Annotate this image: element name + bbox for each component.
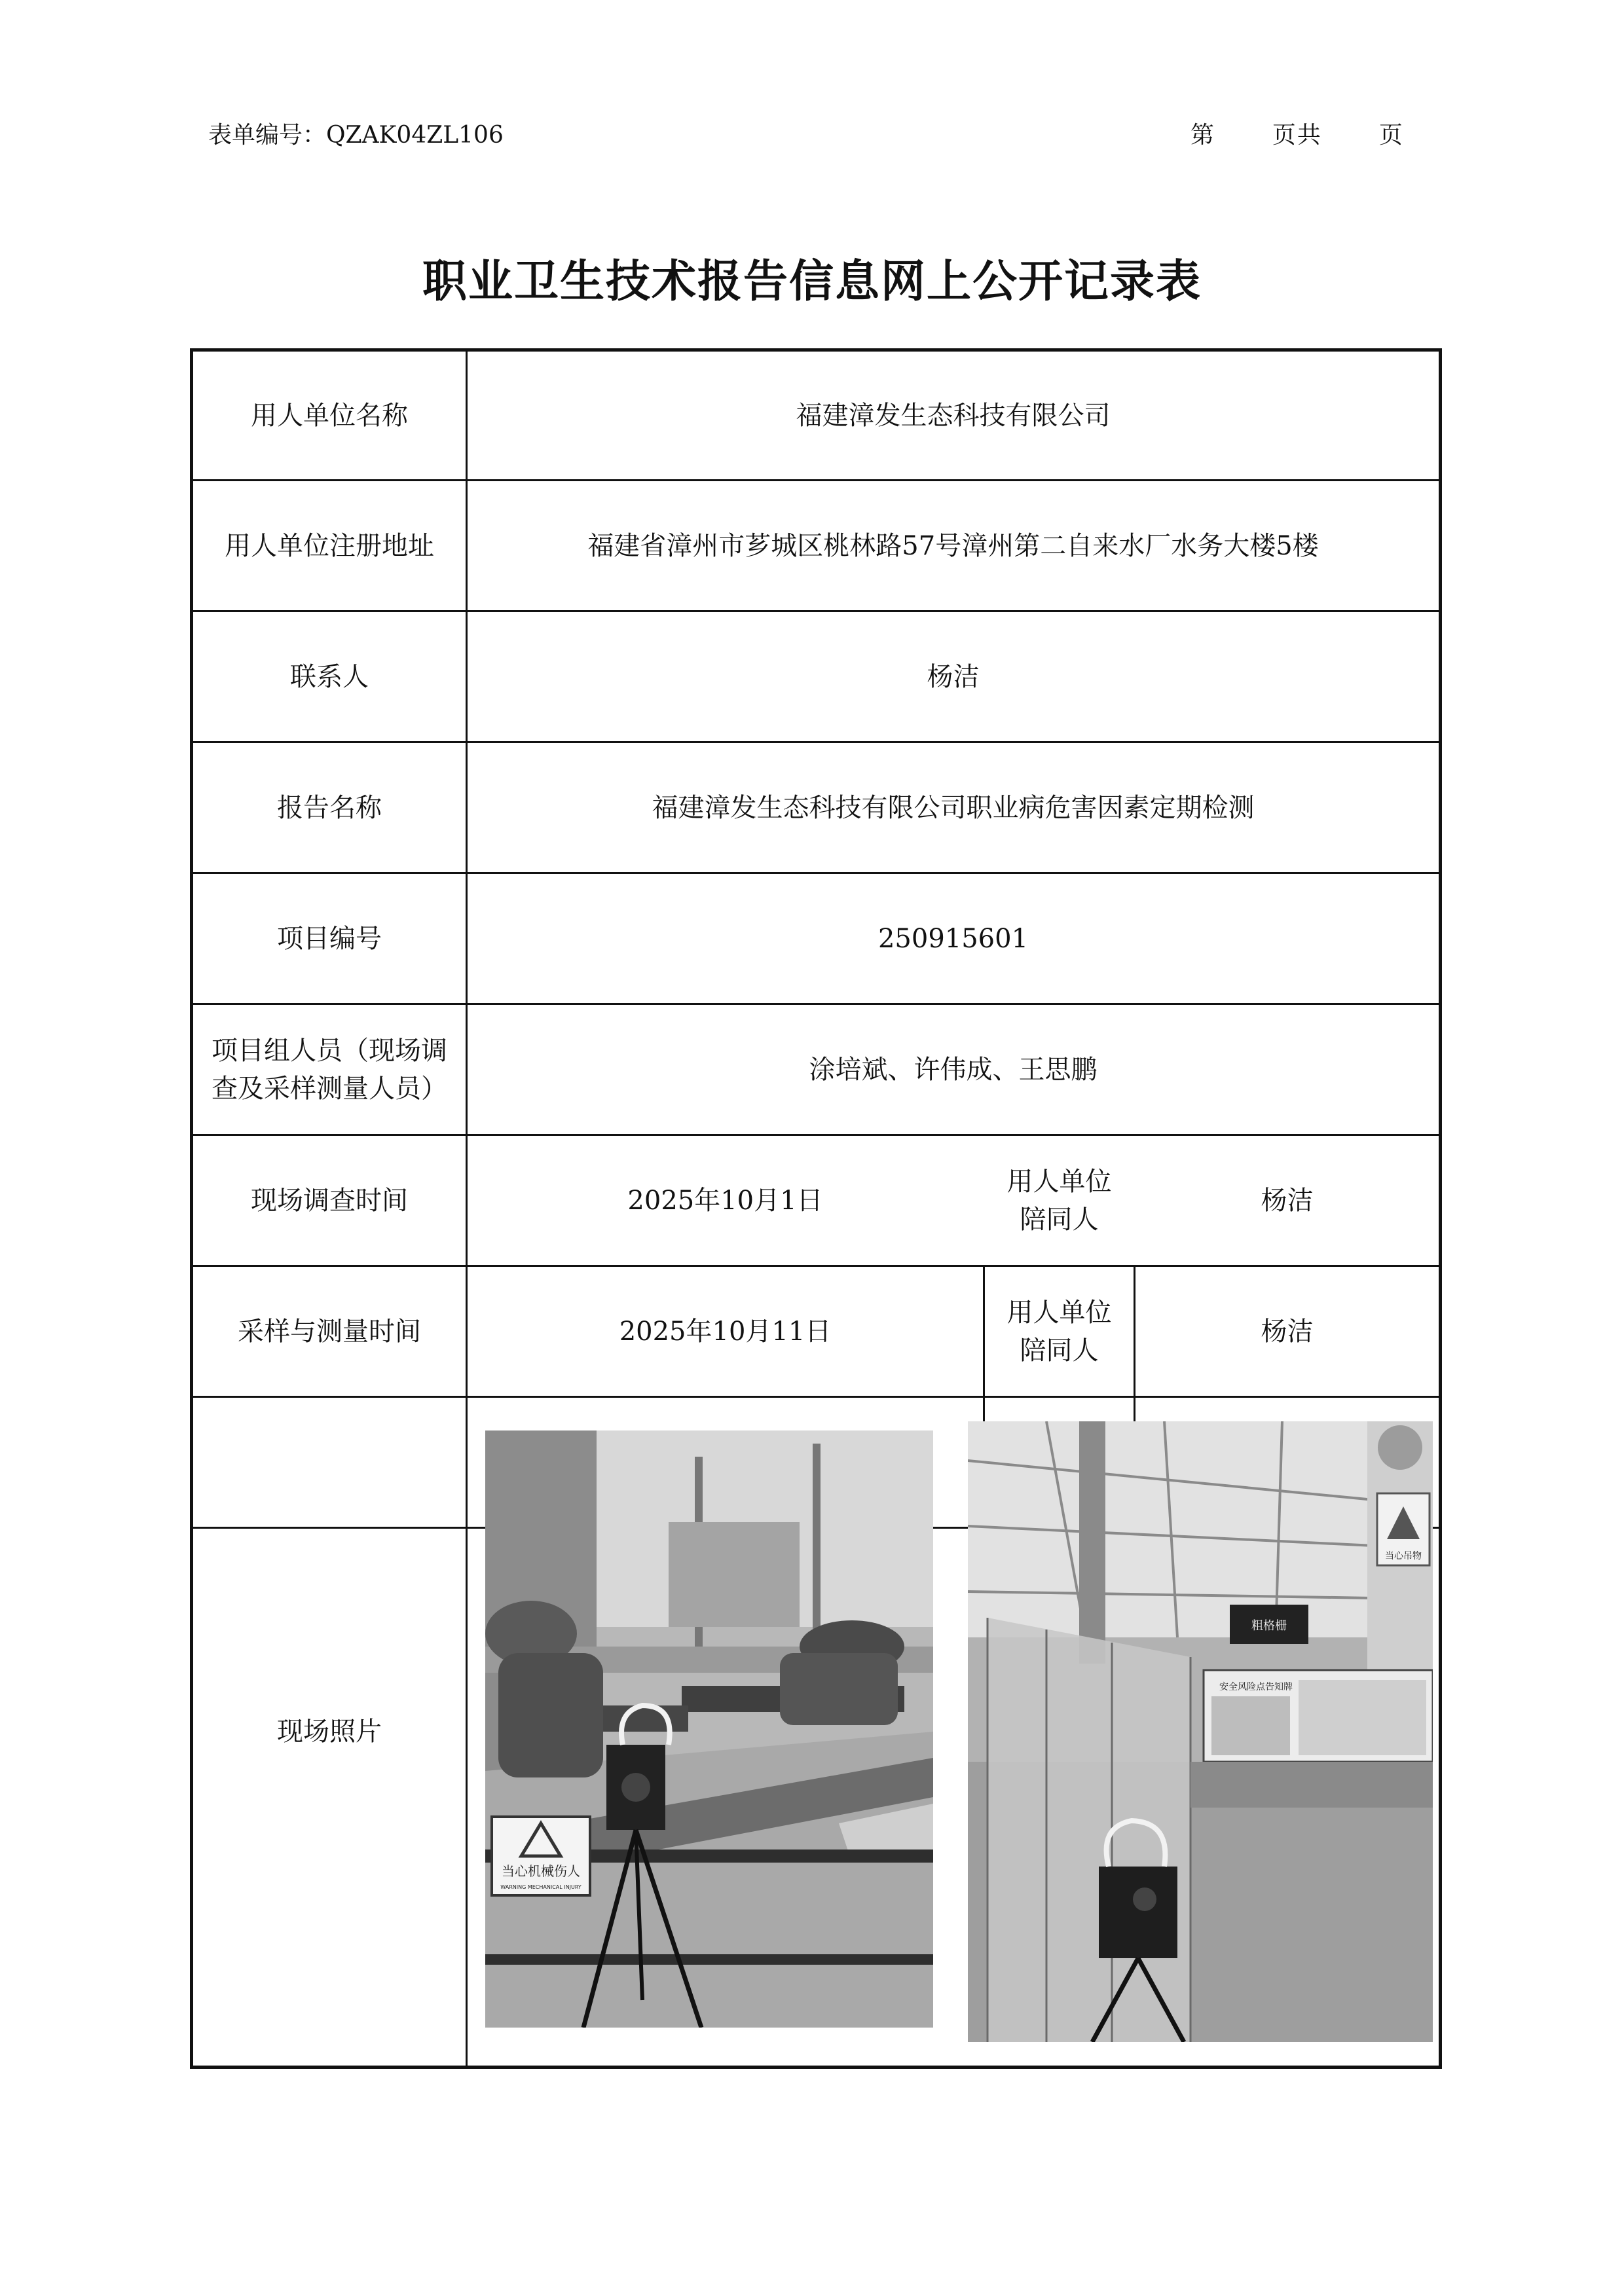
value-contact-person: 杨洁 bbox=[927, 661, 980, 692]
label-project-team-line2: 查及采样测量人员） bbox=[212, 1073, 447, 1104]
label-project-team-line1: 项目组人员（现场调 bbox=[212, 1035, 447, 1066]
photo1-warning-sign: 当心机械伤人 bbox=[502, 1863, 580, 1879]
value-registered-address: 福建省漳州市芗城区桃林路57号漳州第二自来水厂水务大楼5楼 bbox=[587, 530, 1319, 561]
label-registered-address: 用人单位注册地址 bbox=[225, 530, 434, 561]
label-site-photos: 现场照片 bbox=[277, 1717, 382, 1747]
page-indicator bbox=[1190, 117, 1404, 150]
value-survey-companion: 杨洁 bbox=[1261, 1185, 1314, 1216]
photo2-risk-board: 安全风险点告知牌 bbox=[1219, 1682, 1293, 1692]
label-sampling-companion bbox=[985, 1267, 1134, 1396]
photo1-warning-sign-sub: WARNING MECHANICAL INJURY bbox=[500, 1884, 581, 1890]
label-report-name: 报告名称 bbox=[277, 792, 382, 823]
label-survey-companion bbox=[985, 1136, 1134, 1265]
label-sampling-time: 采样与测量时间 bbox=[238, 1316, 421, 1347]
page-label-3: 页 bbox=[1378, 122, 1404, 149]
photo2-screen-sign: 粗格栅 bbox=[1251, 1619, 1287, 1633]
label-project-team bbox=[193, 1005, 466, 1134]
label-contact-person: 联系人 bbox=[290, 661, 369, 692]
value-employer-name: 福建漳发生态科技有限公司 bbox=[796, 400, 1111, 431]
photo2-hoist-sign: 当心吊物 bbox=[1385, 1551, 1422, 1561]
document-title: 职业卫生技术报告信息网上公开记录表 bbox=[422, 255, 1202, 308]
site-photo-blower-room bbox=[485, 1430, 933, 2028]
value-project-team: 涂培斌、许伟成、王思鹏 bbox=[809, 1054, 1098, 1085]
value-sampling-companion: 杨洁 bbox=[1261, 1316, 1314, 1347]
label-survey-time: 现场调查时间 bbox=[251, 1185, 408, 1216]
label-sampling-companion-line1: 用人单位 bbox=[1006, 1297, 1112, 1328]
label-project-number: 项目编号 bbox=[277, 923, 382, 954]
form-number: 表单编号：QZAK04ZL106 bbox=[208, 122, 504, 149]
value-survey-time: 2025年10月1日 bbox=[627, 1185, 823, 1216]
label-sampling-companion-line2: 陪同人 bbox=[1020, 1335, 1099, 1366]
record-form bbox=[190, 348, 1442, 2069]
value-project-number: 250915601 bbox=[877, 923, 1029, 954]
page-label-2: 页共 bbox=[1272, 122, 1322, 149]
label-survey-companion-line1: 用人单位 bbox=[1006, 1166, 1112, 1197]
label-employer-name: 用人单位名称 bbox=[251, 400, 408, 431]
page-label-1: 第 bbox=[1190, 122, 1216, 149]
site-photo-screen-room bbox=[968, 1421, 1433, 2042]
label-survey-companion-line2: 陪同人 bbox=[1020, 1204, 1099, 1235]
value-sampling-time: 2025年10月11日 bbox=[619, 1316, 832, 1347]
value-report-name: 福建漳发生态科技有限公司职业病危害因素定期检测 bbox=[652, 792, 1255, 823]
